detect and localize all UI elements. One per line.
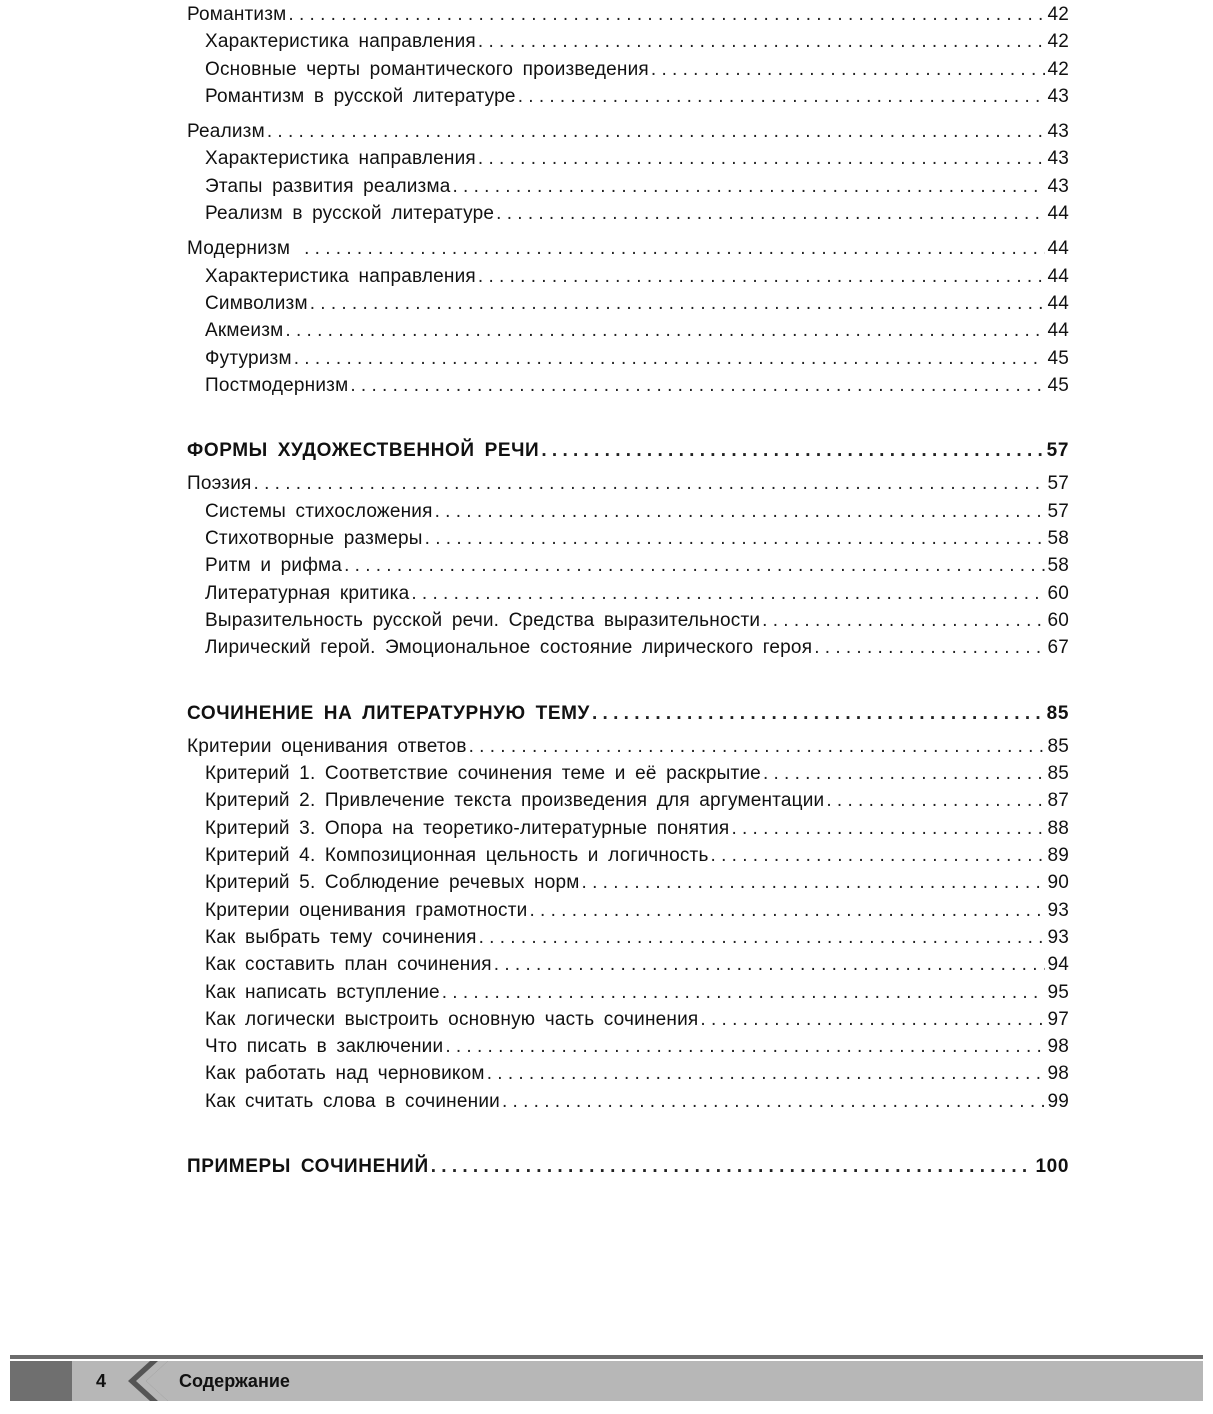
toc-entry-title: ПРИМЕРЫ СОЧИНЕНИЙ [187, 1155, 429, 1177]
toc-entry-page: 93 [1047, 899, 1069, 921]
dot-leader [288, 4, 1045, 26]
dot-leader [651, 59, 1046, 81]
toc-subentry[interactable] [187, 1063, 1069, 1090]
toc-entry-page: 98 [1047, 1063, 1069, 1085]
toc-subentry[interactable] [187, 1036, 1069, 1063]
toc-subentry[interactable] [187, 637, 1069, 664]
toc-entry-title: Литературная критика [205, 582, 410, 604]
footer-rule [10, 1355, 1203, 1359]
toc-section-examples [187, 1156, 1069, 1183]
dot-leader [518, 86, 1046, 108]
toc-entry-title: Модернизм [187, 238, 291, 260]
dot-leader [496, 203, 1045, 225]
toc-group-romanticism [187, 4, 1069, 113]
dot-leader [763, 763, 1046, 785]
toc-entry-page: 93 [1047, 926, 1069, 948]
dot-leader [582, 872, 1046, 894]
toc-section-heading[interactable] [187, 1156, 1069, 1183]
toc-entry-title: ФОРМЫ ХУДОЖЕСТВЕННОЙ РЕЧИ [187, 440, 540, 462]
toc-entry-title: Основные черты романтического произведения [205, 58, 649, 80]
toc-entry-title: Критерий 2. Привлечение текста произведения для аргументации [205, 790, 825, 812]
dot-leader [762, 610, 1045, 632]
toc-entry-title: Символизм [205, 292, 308, 314]
toc-entry-page: 44 [1047, 203, 1069, 225]
toc-subentry[interactable] [187, 320, 1069, 347]
toc-entry-title: Как выбрать тему сочинения [205, 926, 477, 948]
toc-entry[interactable] [187, 121, 1069, 148]
toc-entry-page: 60 [1047, 582, 1069, 604]
toc-entry-page: 45 [1047, 374, 1069, 396]
toc-entry-title: Критерий 3. Опора на теоретико-литературные понятия [205, 817, 730, 839]
toc-entry-page: 42 [1047, 58, 1069, 80]
toc-entry-page: 43 [1047, 175, 1069, 197]
dot-leader [310, 293, 1046, 315]
toc-entry-page: 43 [1047, 148, 1069, 170]
toc-group-realism [187, 121, 1069, 230]
dot-leader [344, 555, 1045, 577]
toc-entry-page: 88 [1047, 817, 1069, 839]
toc-entry[interactable] [187, 238, 1069, 265]
toc-entry-title: Романтизм [187, 4, 287, 25]
toc-entry-title: Характеристика направления [205, 265, 476, 287]
toc-entry-page: 44 [1047, 292, 1069, 314]
dot-leader [469, 736, 1046, 758]
toc-entry-title: Реализм [187, 121, 265, 143]
toc-entry-page: 89 [1047, 845, 1069, 867]
toc-subentry[interactable] [187, 528, 1069, 555]
toc-entry-title: Характеристика направления [205, 148, 476, 170]
toc-entry-title: СОЧИНЕНИЕ НА ЛИТЕРАТУРНУЮ ТЕМУ [187, 702, 590, 724]
toc-entry-title: Поэзия [187, 473, 252, 495]
toc-entry-page: 42 [1047, 31, 1069, 53]
toc-entry-page: 67 [1047, 637, 1069, 659]
toc-entry-page: 58 [1047, 528, 1069, 550]
dot-leader [435, 501, 1046, 523]
dot-leader [350, 375, 1045, 397]
page-footer [10, 1355, 1203, 1401]
toc-entry-title: Критерии оценивания грамотности [205, 899, 528, 921]
toc-entry-page: 97 [1047, 1008, 1069, 1030]
toc-entry-title: Как логически выстроить основную часть сочинения [205, 1008, 699, 1030]
toc-entry-page: 57 [1047, 473, 1069, 495]
toc-entry-page: 44 [1047, 320, 1069, 342]
toc-group-modernism [187, 238, 1069, 402]
toc-entry-page: 60 [1047, 609, 1069, 631]
toc-entry-page: 90 [1047, 872, 1069, 894]
toc-subentry[interactable] [187, 954, 1069, 981]
toc-subentry[interactable] [187, 293, 1069, 320]
toc-entry-page: 85 [1046, 702, 1069, 724]
toc-entry-page: 57 [1046, 440, 1069, 462]
dot-leader [254, 473, 1046, 495]
toc-subentry[interactable] [187, 790, 1069, 817]
toc-subentry[interactable] [187, 1009, 1069, 1036]
toc-entry[interactable] [187, 736, 1069, 763]
toc-entry-title: Системы стихосложения [205, 500, 433, 522]
dot-leader [411, 583, 1045, 605]
toc-entry-title: Критерий 1. Соответствие сочинения теме и её раскрытие [205, 763, 761, 785]
toc-entry-title: Лирический герой. Эмоциональное состояние лирического героя [205, 637, 813, 659]
toc-entry-page: 99 [1047, 1090, 1069, 1112]
toc-entry-page: 95 [1047, 981, 1069, 1003]
chevron-left-icon [128, 1361, 168, 1401]
toc-entry-page: 44 [1047, 265, 1069, 287]
toc-entry-title: Реализм в русской литературе [205, 203, 495, 225]
dot-leader [478, 148, 1046, 170]
dot-leader [502, 1091, 1045, 1113]
dot-leader [592, 703, 1045, 725]
toc-subentry[interactable] [187, 148, 1069, 175]
dot-leader [711, 845, 1046, 867]
toc-subentry[interactable] [187, 203, 1069, 230]
dot-leader [478, 266, 1046, 288]
footer-dark-block [10, 1361, 72, 1401]
toc-subentry[interactable] [187, 982, 1069, 1009]
toc-entry-page: 57 [1047, 500, 1069, 522]
toc-entry-page: 85 [1047, 763, 1069, 785]
toc-entry-title: Акмеизм [205, 320, 284, 342]
footer-section-label: Содержание [179, 1371, 290, 1391]
toc-subentry[interactable] [187, 1091, 1069, 1118]
toc-entry-page: 58 [1047, 555, 1069, 577]
toc-entry-title: Как написать вступление [205, 981, 440, 1003]
toc-entry[interactable] [187, 473, 1069, 500]
toc-entry-page: 94 [1047, 954, 1069, 976]
page-number: 4 [72, 1361, 140, 1401]
toc-subentry[interactable] [187, 266, 1069, 293]
toc-subentry[interactable] [187, 927, 1069, 954]
toc-subentry[interactable] [187, 59, 1069, 86]
dot-leader [304, 238, 1045, 260]
toc-entry-page: 42 [1047, 4, 1069, 25]
toc-entry-page: 43 [1047, 121, 1069, 143]
toc-subentry[interactable] [187, 86, 1069, 113]
toc-section-heading[interactable] [187, 703, 1069, 730]
toc-subentry[interactable] [187, 375, 1069, 402]
toc-group-criteria [187, 736, 1069, 1118]
dot-leader [479, 927, 1046, 949]
dot-leader [425, 528, 1046, 550]
toc-subentry[interactable] [187, 583, 1069, 610]
toc-subentry[interactable] [187, 348, 1069, 375]
dot-leader [826, 790, 1045, 812]
toc-group-poetry [187, 473, 1069, 664]
toc-section-forms [187, 440, 1069, 467]
toc-entry-title: Как составить план сочинения [205, 954, 492, 976]
dot-leader [294, 348, 1046, 370]
dot-leader [442, 982, 1046, 1004]
toc-entry-title: Выразительность русской речи. Средства выразительности [205, 609, 761, 631]
toc-entry-title: Этапы развития реализма [205, 175, 451, 197]
toc-entry-title: Что писать в заключении [205, 1036, 444, 1058]
dot-leader [529, 900, 1045, 922]
toc-subentry[interactable] [187, 555, 1069, 582]
toc-entry-title: Футуризм [205, 347, 292, 369]
toc-subentry[interactable] [187, 900, 1069, 927]
toc-entry-page: 44 [1047, 238, 1069, 260]
dot-leader [814, 637, 1045, 659]
dot-leader [494, 954, 1046, 976]
dot-leader [731, 818, 1045, 840]
toc-subentry[interactable] [187, 845, 1069, 872]
toc-entry-page: 100 [1035, 1155, 1069, 1177]
toc-entry-page: 87 [1047, 790, 1069, 812]
dot-leader [431, 1156, 1034, 1178]
toc-entry-title: Критерий 5. Соблюдение речевых норм [205, 872, 580, 894]
dot-leader [541, 440, 1044, 462]
toc-subentry[interactable] [187, 31, 1069, 58]
toc-section-heading[interactable] [187, 440, 1069, 467]
toc-subentry[interactable] [187, 610, 1069, 637]
toc-entry-title: Постмодернизм [205, 374, 349, 396]
toc-entry-title: Как считать слова в сочинении [205, 1090, 500, 1112]
toc-entry-page: 45 [1047, 347, 1069, 369]
toc-subentry[interactable] [187, 501, 1069, 528]
dot-leader [445, 1036, 1045, 1058]
table-of-contents [187, 4, 1069, 1189]
dot-leader [285, 320, 1045, 342]
toc-entry-title: Характеристика направления [205, 31, 476, 53]
toc-entry-title: Ритм и рифма [205, 555, 343, 577]
toc-subentry[interactable] [187, 176, 1069, 203]
dot-leader [453, 176, 1046, 198]
toc-entry-title: Критерии оценивания ответов [187, 735, 467, 757]
toc-subentry[interactable] [187, 818, 1069, 845]
dot-leader [478, 31, 1046, 53]
toc-entry[interactable] [187, 4, 1069, 31]
toc-entry-page: 85 [1047, 735, 1069, 757]
toc-entry-page: 43 [1047, 85, 1069, 107]
toc-entry-title: Романтизм в русской литературе [205, 85, 516, 107]
toc-subentry[interactable] [187, 763, 1069, 790]
toc-entry-page: 98 [1047, 1036, 1069, 1058]
toc-entry-title: Как работать над черновиком [205, 1063, 485, 1085]
dot-leader [700, 1009, 1045, 1031]
toc-entry-title: Критерий 4. Композиционная цельность и логичность [205, 845, 709, 867]
toc-section-essay [187, 703, 1069, 730]
dot-leader [267, 121, 1046, 143]
toc-subentry[interactable] [187, 872, 1069, 899]
toc-entry-title: Стихотворные размеры [205, 528, 423, 550]
dot-leader [487, 1063, 1046, 1085]
